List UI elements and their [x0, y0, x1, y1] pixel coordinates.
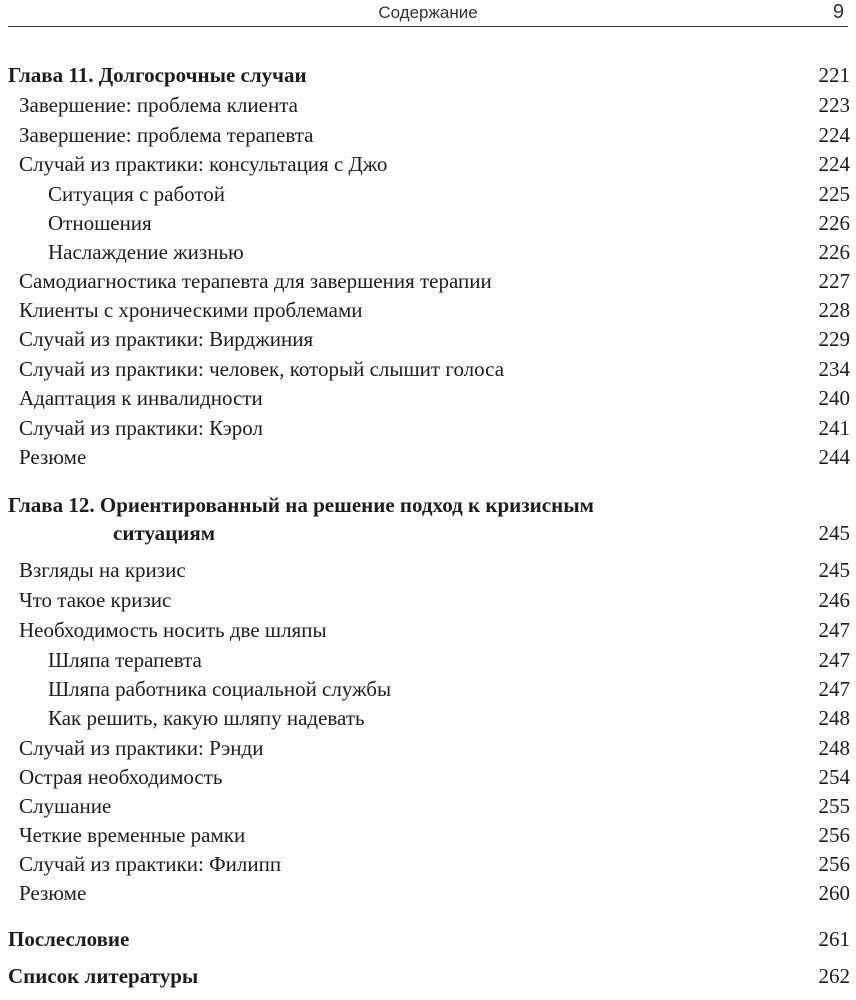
- page-number: 9: [832, 1, 844, 23]
- toc-subentry-label: Наслаждение жизнью: [48, 240, 244, 264]
- toc-page-number: 245: [818, 558, 850, 582]
- toc-page-number: 234: [818, 357, 850, 381]
- toc-entry-label: Резюме: [19, 881, 87, 905]
- toc-entry-label: Четкие временные рамки: [19, 823, 246, 847]
- toc-page-number: 248: [818, 706, 850, 730]
- toc-page-number: 255: [818, 794, 850, 818]
- toc-entry-label: Адаптация к инвалидности: [19, 386, 263, 410]
- toc-afterword-label: Послесловие: [8, 927, 130, 951]
- toc-entry-label: Случай из практики: Филипп: [19, 852, 282, 876]
- toc-entry-label: Случай из практики: консультация с Джо: [19, 152, 388, 176]
- toc-entry[interactable]: [8, 820, 850, 850]
- toc-page-number: 225: [818, 182, 850, 206]
- toc-page-number: 254: [818, 765, 850, 789]
- toc-afterword[interactable]: [8, 924, 850, 954]
- toc-page-number: 224: [818, 123, 850, 147]
- toc-subentry-label: Как решить, какую шляпу надевать: [48, 706, 365, 730]
- toc-page-number: 261: [818, 927, 850, 951]
- toc-entry-label: Случай из практики: Рэнди: [19, 736, 264, 760]
- toc-entry-label: Клиенты с хроническими проблемами: [19, 298, 363, 322]
- toc-page-number: 240: [818, 386, 850, 410]
- toc-chapter-12[interactable]: [8, 490, 850, 548]
- toc-page-number: 248: [818, 736, 850, 760]
- toc-entry[interactable]: [8, 149, 850, 179]
- toc-page-number: 241: [818, 416, 850, 440]
- toc-page-number: 227: [818, 269, 850, 293]
- toc-page-number: 223: [818, 93, 850, 117]
- toc-subentry-label: Ситуация с работой: [48, 182, 226, 206]
- toc-page-number: 228: [818, 298, 850, 322]
- toc-entry[interactable]: [8, 849, 850, 879]
- toc-entry-label: Резюме: [19, 445, 87, 469]
- toc-subentry-label: Шляпа работника социальной службы: [48, 677, 392, 701]
- toc-entry-label: Взгляды на кризис: [19, 558, 186, 582]
- toc-entry[interactable]: [8, 878, 850, 908]
- toc-subentry[interactable]: [8, 208, 850, 238]
- toc-entry[interactable]: [8, 762, 850, 792]
- toc-entry[interactable]: [8, 413, 850, 443]
- toc-subentry-label: Шляпа терапевта: [48, 648, 202, 672]
- toc-page-number: 229: [818, 327, 850, 351]
- toc-page-number: 247: [818, 677, 850, 701]
- toc-page-number: 221: [818, 63, 850, 87]
- toc-page-number: 226: [818, 211, 850, 235]
- toc-subentry[interactable]: [8, 179, 850, 209]
- running-title: Содержание: [378, 3, 478, 22]
- toc-subentry-label: Отношения: [48, 211, 152, 235]
- toc-entry-label: Завершение: проблема клиента: [19, 93, 298, 117]
- toc-entry[interactable]: [8, 791, 850, 821]
- toc-page-number: 256: [818, 823, 850, 847]
- toc-page-number: 224: [818, 152, 850, 176]
- toc-subentry[interactable]: [8, 703, 850, 733]
- toc-bibliography-label: Список литературы: [8, 964, 199, 988]
- toc-entry[interactable]: [8, 733, 850, 763]
- toc-entry-label: Что такое кризис: [19, 588, 172, 612]
- toc-subentry[interactable]: [8, 237, 850, 267]
- toc-chapter-11[interactable]: [8, 60, 850, 90]
- toc-entry-label: Необходимость носить две шляпы: [19, 618, 327, 642]
- toc-entry[interactable]: [8, 615, 850, 645]
- toc-bibliography[interactable]: [8, 961, 850, 991]
- toc-entry[interactable]: [8, 90, 850, 120]
- toc-entry-label: Самодиагностика терапевта для завершения терапии: [19, 269, 492, 293]
- toc-page-number: 245: [818, 521, 850, 545]
- toc-subentry[interactable]: [8, 674, 850, 704]
- toc-entry-label: Случай из практики: Кэрол: [19, 416, 264, 440]
- toc-page-number: 260: [818, 881, 850, 905]
- toc-entry[interactable]: [8, 442, 850, 472]
- toc-entry[interactable]: [8, 555, 850, 585]
- toc-page-number: 247: [818, 618, 850, 642]
- toc-entry-label: Случай из практики: человек, который слышит голоса: [19, 357, 505, 381]
- toc-entry[interactable]: [8, 383, 850, 413]
- toc-page-number: 256: [818, 852, 850, 876]
- toc-entry[interactable]: [8, 120, 850, 150]
- toc-entry-label: Слушание: [19, 794, 112, 818]
- toc-page-number: 226: [818, 240, 850, 264]
- toc-chapter-title: Глава 11. Долгосрочные случаи: [8, 63, 307, 87]
- toc-entry[interactable]: [8, 324, 850, 354]
- toc-page-number: 244: [818, 445, 850, 469]
- toc-entry[interactable]: [8, 585, 850, 615]
- toc-entry[interactable]: [8, 295, 850, 325]
- toc-entry-label: Острая необходимость: [19, 765, 223, 789]
- toc-page-number: 262: [818, 964, 850, 988]
- toc-entry-label: Завершение: проблема терапевта: [19, 123, 314, 147]
- toc-chapter-title-line1: Глава 12. Ориентированный на решение подход к кризисным: [8, 493, 594, 517]
- toc-entry-label: Случай из практики: Вирджиния: [19, 327, 314, 351]
- toc-subentry[interactable]: [8, 645, 850, 675]
- toc-chapter-title-line2: ситуациям: [113, 521, 216, 545]
- toc-entry[interactable]: [8, 266, 850, 296]
- toc-entry[interactable]: [8, 354, 850, 384]
- toc-page-number: 247: [818, 648, 850, 672]
- toc-page-number: 246: [818, 588, 850, 612]
